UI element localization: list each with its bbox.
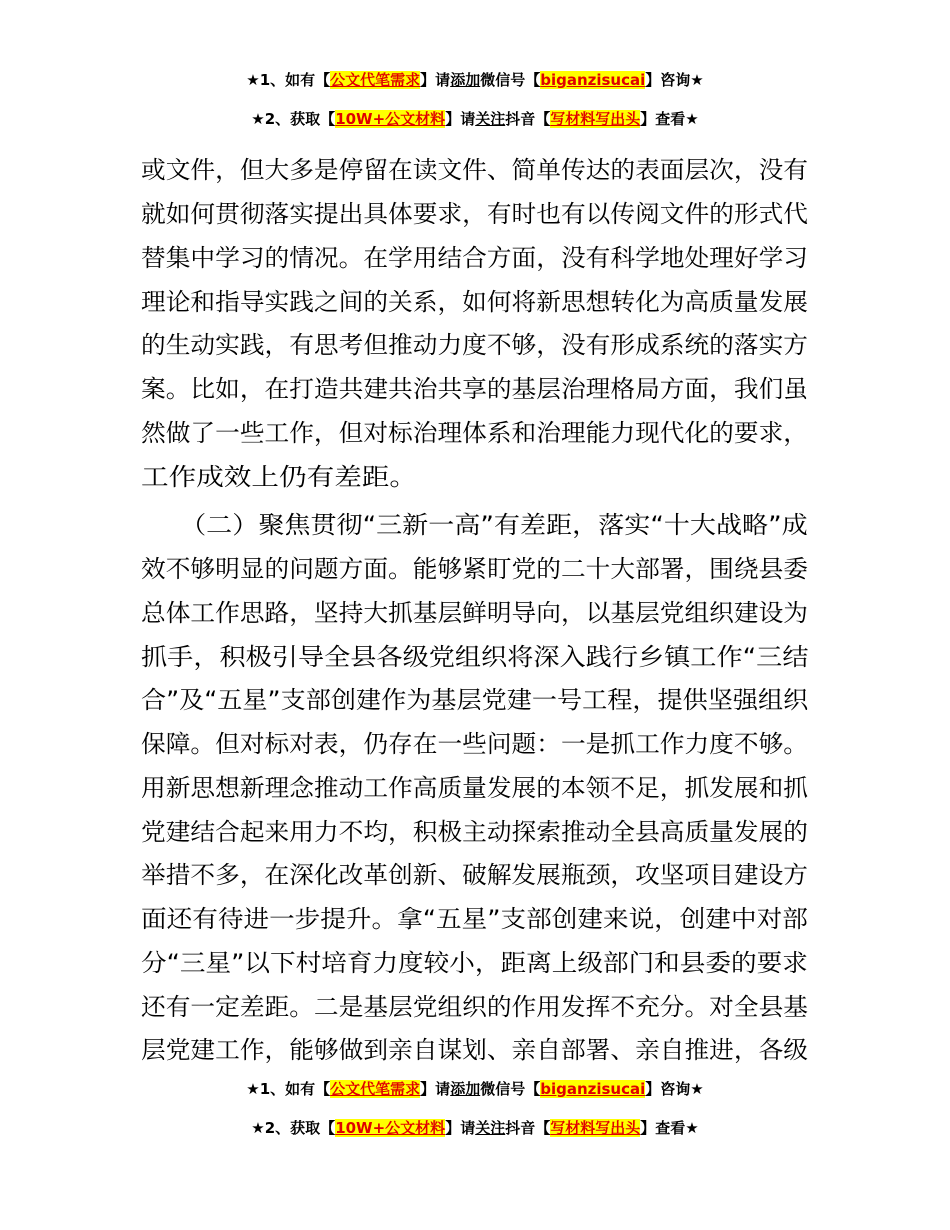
body-line: 抓手，积极引导全县各级党组织将深入践行乡镇工作“三结 [141,643,809,671]
underlined-text: 关注 [475,1119,506,1137]
banner-text: 】查看★ [640,1119,699,1137]
douyin-account-link[interactable]: 写材料写出头 [550,110,641,128]
body-line: 然做了一些工作，但对标治理体系和治理能力现代化的要求， [141,419,808,447]
banner-text: 微信号【 [480,71,541,89]
banner-text: ★1、如有【 [246,71,331,89]
highlight-text: 公文代笔需求 [330,71,421,89]
wechat-id-link[interactable]: biganzisucai [540,1080,646,1098]
banner-text: ★2、获取【 [251,110,336,128]
banner-line-1 [0,69,950,90]
banner-text: 抖音【 [505,110,551,128]
highlight-text: 公文代笔需求 [330,1080,421,1098]
underlined-text: 添加 [450,1080,481,1098]
body-line: 效不够明显的问题方面。能够紧盯党的二十大部署，围绕县委 [141,555,808,583]
body-line: 合”及“五星”支部创建作为基层党建一号工程，提供坚强组织 [141,686,809,714]
body-line: 保障。但对标对表，仍存在一些问题：一是抓工作力度不够。 [141,730,808,758]
body-line: 面还有待进一步提升。拿“五星”支部创建来说，创建中对部 [141,905,808,933]
banner-text: 】请 [420,71,451,89]
banner-line-2 [0,1117,950,1138]
banner-line-1 [0,1078,950,1099]
body-line: 用新思想新理念推动工作高质量发展的本领不足，抓发展和抓 [141,774,808,802]
banner-text: ★2、获取【 [251,1119,336,1137]
banner-text: ★1、如有【 [246,1080,331,1098]
douyin-account-link[interactable]: 写材料写出头 [550,1119,641,1137]
banner-text: 】查看★ [640,110,699,128]
banner-text: 】咨询★ [645,71,704,89]
underlined-text: 关注 [475,110,506,128]
body-line: 举措不多，在深化改革创新、破解发展瓶颈，攻坚项目建设方 [141,861,808,889]
body-line: （二）聚焦贯彻“三新一高”有差距，落实“十大战略”成 [141,511,808,539]
banner-text: 】请 [445,1119,476,1137]
body-line: 分“三星”以下村培育力度较小，距离上级部门和县委的要求 [141,949,808,977]
body-line: 工作成效上仍有差距。 [141,463,417,491]
highlight-text: 10W+公文材料 [335,110,446,128]
body-line: 还有一定差距。二是基层党组织的作用发挥不充分。对全县基 [141,993,808,1021]
body-line: 层党建工作，能够做到亲自谋划、亲自部署、亲自推进，各级 [141,1036,808,1064]
wechat-id-link[interactable]: biganzisucai [540,71,646,89]
body-line: 理论和指导实践之间的关系，如何将新思想转化为高质量发展 [141,288,808,316]
highlight-text: 10W+公文材料 [335,1119,446,1137]
body-line: 案。比如，在打造共建共治共享的基层治理格局方面，我们虽 [141,375,808,403]
banner-text: 】请 [420,1080,451,1098]
body-line: 党建结合起来用力不均，积极主动探索推动全县高质量发展的 [141,818,808,846]
body-line: 总体工作思路，坚持大抓基层鲜明导向，以基层党组织建设为 [141,599,808,627]
body-line: 或文件，但大多是停留在读文件、简单传达的表面层次，没有 [141,156,808,184]
body-line: 替集中学习的情况。在学用结合方面，没有科学地处理好学习 [141,244,808,272]
banner-text: 】请 [445,110,476,128]
body-line: 的生动实践，有思考但推动力度不够，没有形成系统的落实方 [141,331,808,359]
banner-text: 微信号【 [480,1080,541,1098]
banner-text: 】咨询★ [645,1080,704,1098]
banner-text: 抖音【 [505,1119,551,1137]
underlined-text: 添加 [450,71,481,89]
banner-line-2 [0,108,950,129]
body-line: 就如何贯彻落实提出具体要求，有时也有以传阅文件的形式代 [141,200,808,228]
